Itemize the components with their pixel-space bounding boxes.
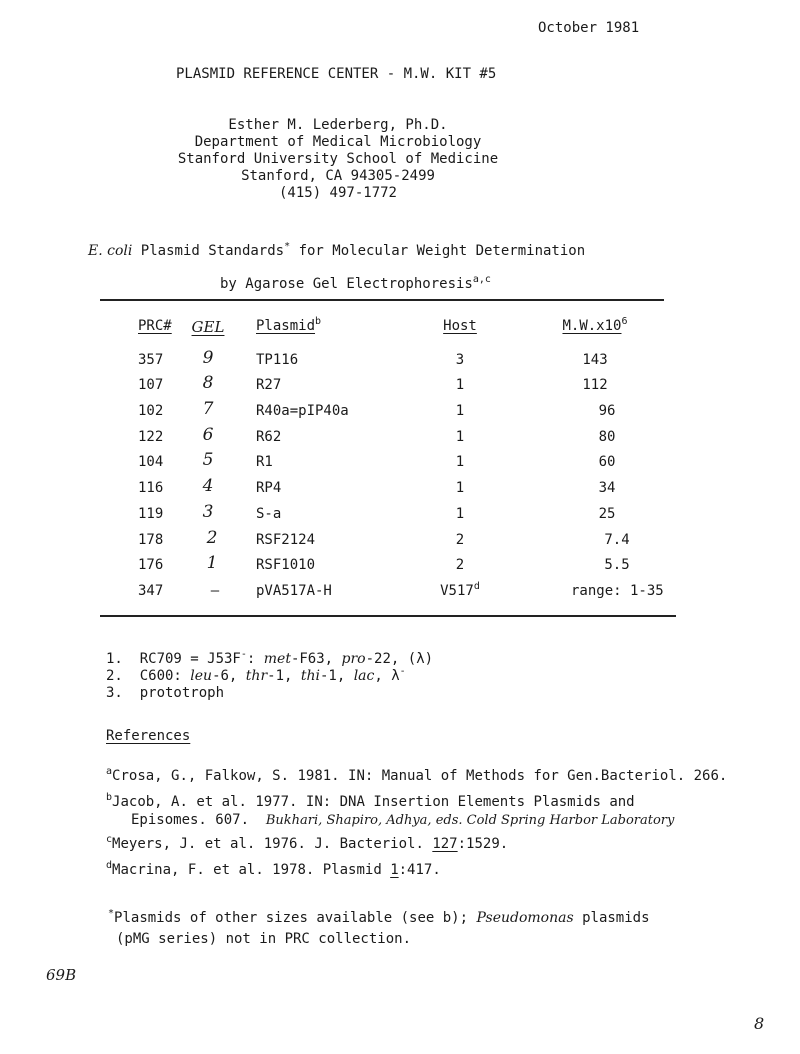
table-row: 102 7 R40a=pIP40a 1 96 <box>138 399 616 419</box>
footnote-line2: (pMG series) not in PRC collection. <box>116 931 412 947</box>
institution: Stanford University School of Medicine <box>177 151 499 167</box>
table-title-line2: by Agarose Gel Electrophoresis$^{a,c}$ <box>220 274 491 292</box>
header-gel: GEL <box>191 318 225 336</box>
table-bottom-rule <box>100 615 676 617</box>
handwritten-editors-note: Bukhari, Shapiro, Adhya, eds. Cold Spring Harbor Laboratory <box>265 813 675 828</box>
reference-b-cont: Episomes. 607. Bukhari, Shapiro, Adhya, eds. Cold Spring Harbor Laboratory <box>131 812 675 828</box>
table-row: 178 2 RSF2124 2 7.4 <box>138 528 630 548</box>
phone-number: (415) 497-1772 <box>278 185 397 201</box>
species-name: E. coli <box>88 243 133 259</box>
host-item-2: 2. C600: leu-6, thr-1, thi-1, lac, λ- <box>106 666 406 684</box>
table-row: 176 1 RSF1010 2 5.5 <box>138 553 630 573</box>
table-row: 122 6 R62 1 80 <box>138 425 616 445</box>
reference-c: $^c$Meyers, J. et al. 1976. J. Bacteriol. 127:1529. <box>106 834 509 852</box>
table-header-row <box>0 318 800 342</box>
table-row: 347 — pVA517A-H V517$^d$ range: 1-35 <box>138 581 664 599</box>
document-date: October 1981 <box>538 20 640 36</box>
address-block <box>160 117 516 202</box>
header-host: Host <box>443 318 477 334</box>
table-row: 107 8 R27 1 112 <box>138 373 608 393</box>
reference-d: $^d$Macrina, F. et al. 1978. Plasmid 1:417. <box>106 860 441 878</box>
host-item-3: 3. prototroph <box>106 685 225 701</box>
header-mw: $M.W.x10^6$ <box>562 316 628 334</box>
city-zip: Stanford, CA 94305-2499 <box>241 168 435 184</box>
host-item-1: 1. RC709 = J53F-: met-F63, pro-22, (λ) <box>106 649 434 667</box>
reference-b: $^b$Jacob, A. et al. 1977. IN: DNA Insertion Elements Plasmids and <box>106 792 635 810</box>
department: Department of Medical Microbiology <box>194 134 482 150</box>
handwritten-page-number: 8 <box>754 1014 765 1033</box>
footnote-line1: *Plasmids of other sizes available (see b); Pseudomonas plasmids <box>108 908 650 926</box>
author-name: Esther M. Lederberg, Ph.D. <box>228 117 448 133</box>
handwritten-page-id: 69B <box>46 966 77 984</box>
table-row: 119 3 S-a 1 25 <box>138 502 616 522</box>
reference-a: $^a$Crosa, G., Falkow, S. 1981. IN: Manual of Methods for Gen.Bacteriol. 266. <box>106 766 728 784</box>
header-plasmid: Plasmid$^b$ <box>256 316 322 334</box>
references-heading: References <box>106 728 191 744</box>
table-row: 357 9 TP116 3 143 <box>138 348 608 368</box>
document-title: PLASMID REFERENCE CENTER - M.W. KIT #5 <box>176 66 497 82</box>
table-top-rule <box>100 299 664 301</box>
table-row: 104 5 R1 1 60 <box>138 450 616 470</box>
table-title-line1: E. coli Plasmid Standards* for Molecular Weight Determination <box>88 241 586 259</box>
table-row: 116 4 RP4 1 34 <box>138 476 616 496</box>
host-v517: V517$^d$ <box>440 581 480 599</box>
header-prc: PRC# <box>138 318 172 334</box>
